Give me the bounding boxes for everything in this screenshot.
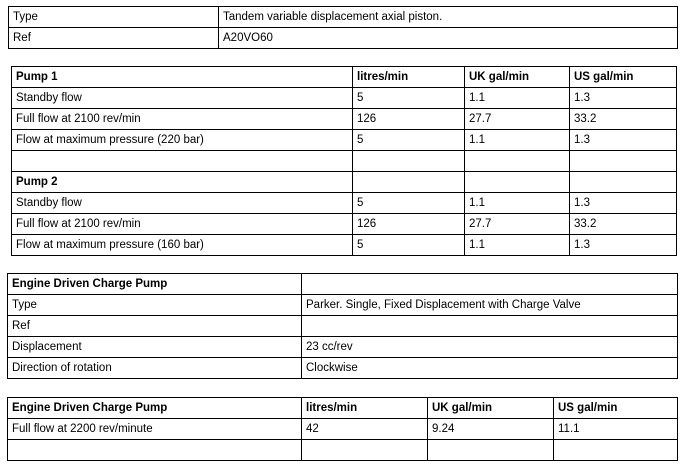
empty-row — [8, 440, 678, 461]
pump1-title: Pump 1 — [12, 67, 353, 88]
empty-cell — [554, 440, 678, 461]
cell-uk-gal: 1.1 — [465, 193, 570, 214]
cell-litres: 5 — [353, 235, 465, 256]
cell-us-gal: 11.1 — [554, 419, 678, 440]
pump-flow-table — [11, 66, 677, 256]
cell-uk-gal: 9.24 — [428, 419, 554, 440]
empty-cell — [465, 151, 570, 172]
table-row — [8, 337, 678, 358]
table-row — [8, 316, 678, 337]
cell-litres: 5 — [353, 88, 465, 109]
charge-pump-title: Engine Driven Charge Pump — [8, 274, 302, 295]
empty-cell — [570, 172, 677, 193]
table-row — [12, 88, 677, 109]
cell-us-gal: 33.2 — [570, 109, 677, 130]
table-row — [8, 419, 678, 440]
column-header: UK gal/min — [428, 398, 554, 419]
column-header: litres/min — [302, 398, 428, 419]
type-value: Tandem variable displacement axial piston. — [219, 7, 678, 28]
cell-uk-gal: 1.1 — [465, 235, 570, 256]
empty-cell — [353, 172, 465, 193]
table-row — [9, 7, 678, 28]
cell-litres: 42 — [302, 419, 428, 440]
cell-litres: 126 — [353, 109, 465, 130]
table-header-row — [12, 172, 677, 193]
empty-cell — [353, 151, 465, 172]
row-label: Standby flow — [12, 88, 353, 109]
cell-uk-gal: 1.1 — [465, 130, 570, 151]
table-row — [12, 214, 677, 235]
column-header: UK gal/min — [465, 67, 570, 88]
table-row — [12, 109, 677, 130]
cell-us-gal: 1.3 — [570, 88, 677, 109]
pump-info-table — [8, 6, 678, 49]
empty-cell — [8, 440, 302, 461]
empty-cell — [465, 172, 570, 193]
row-label: Flow at maximum pressure (160 bar) — [12, 235, 353, 256]
cell-litres: 126 — [353, 214, 465, 235]
table-header-row — [8, 274, 678, 295]
type-label: Type — [9, 7, 219, 28]
row-label: Full flow at 2200 rev/minute — [8, 419, 302, 440]
cell-litres: 5 — [353, 193, 465, 214]
table-row — [12, 193, 677, 214]
column-header: litres/min — [353, 67, 465, 88]
column-header: US gal/min — [554, 398, 678, 419]
ref-value: A20VO60 — [219, 28, 678, 49]
empty-cell — [428, 440, 554, 461]
empty-row — [12, 151, 677, 172]
row-label: Standby flow — [12, 193, 353, 214]
row-value: 23 cc/rev — [302, 337, 678, 358]
empty-cell — [12, 151, 353, 172]
empty-cell — [302, 274, 678, 295]
cell-us-gal: 33.2 — [570, 214, 677, 235]
charge-pump-flow-title: Engine Driven Charge Pump — [8, 398, 302, 419]
table-row — [12, 130, 677, 151]
row-label: Type — [8, 295, 302, 316]
table-row — [9, 28, 678, 49]
row-value — [302, 316, 678, 337]
cell-us-gal: 1.3 — [570, 193, 677, 214]
row-label: Displacement — [8, 337, 302, 358]
cell-litres: 5 — [353, 130, 465, 151]
cell-uk-gal: 27.7 — [465, 214, 570, 235]
cell-us-gal: 1.3 — [570, 235, 677, 256]
row-value: Parker. Single, Fixed Displacement with Charge Valve — [302, 295, 678, 316]
empty-cell — [570, 151, 677, 172]
row-label: Full flow at 2100 rev/min — [12, 109, 353, 130]
row-label: Flow at maximum pressure (220 bar) — [12, 130, 353, 151]
charge-pump-flow-table — [7, 397, 678, 461]
row-label: Direction of rotation — [8, 358, 302, 379]
row-label: Full flow at 2100 rev/min — [12, 214, 353, 235]
cell-us-gal: 1.3 — [570, 130, 677, 151]
cell-uk-gal: 1.1 — [465, 88, 570, 109]
empty-cell — [302, 440, 428, 461]
table-row — [8, 358, 678, 379]
cell-uk-gal: 27.7 — [465, 109, 570, 130]
table-header-row — [8, 398, 678, 419]
row-label: Ref — [8, 316, 302, 337]
table-row — [12, 235, 677, 256]
pump2-title: Pump 2 — [12, 172, 353, 193]
ref-label: Ref — [9, 28, 219, 49]
table-header-row — [12, 67, 677, 88]
row-value: Clockwise — [302, 358, 678, 379]
charge-pump-table — [7, 273, 678, 379]
column-header: US gal/min — [570, 67, 677, 88]
table-row — [8, 295, 678, 316]
